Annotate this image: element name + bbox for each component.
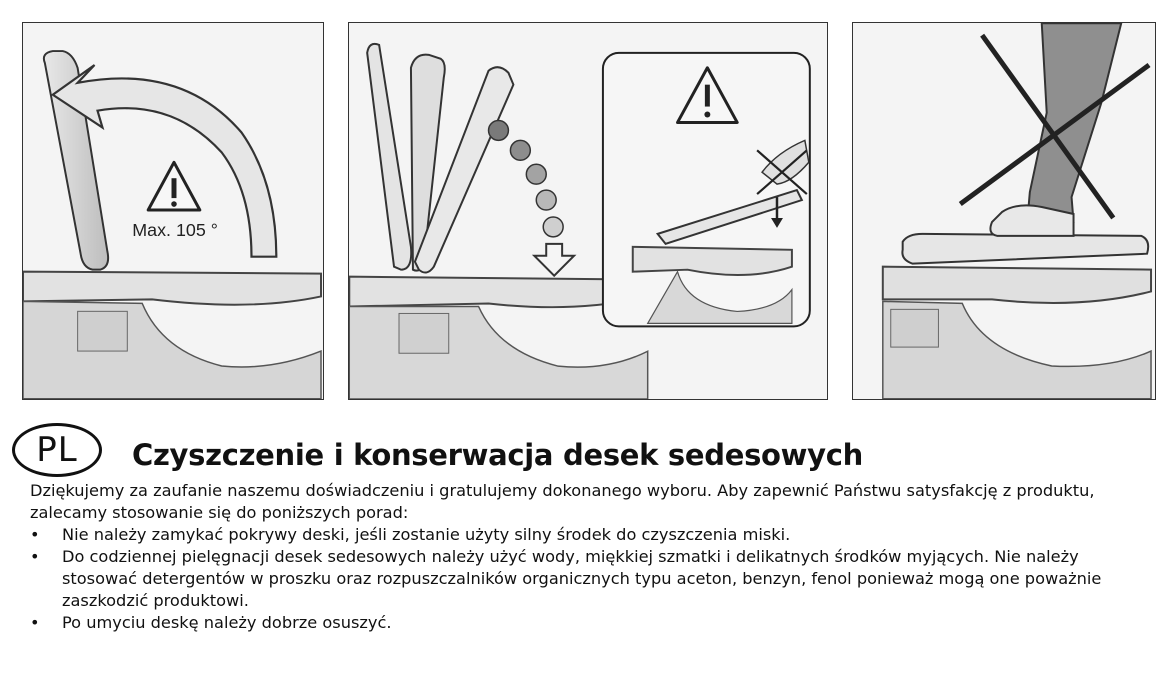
soft-close-lid-illustration — [349, 23, 827, 399]
language-badge: PL — [12, 423, 102, 477]
list-item — [30, 546, 1140, 612]
page-title: Czyszczenie i konserwacja desek sedesowych — [132, 438, 864, 472]
warning-triangle-icon — [148, 162, 200, 210]
toilet-lid-open-illustration — [23, 23, 323, 399]
bullet-symbol: • — [30, 525, 40, 544]
list-item — [30, 524, 1140, 546]
list-item — [30, 612, 1140, 634]
bullet-text: Nie należy zamykać pokrywy deski, jeśli zostanie użyty silny środek do czyszczenia miski. — [62, 525, 791, 544]
intro-paragraph: Dziękujemy za zaufanie naszemu doświadczeniu i gratulujemy dokonanego wyboru. Aby zapewnić Państwu satysfakcję z produktu, zalecamy stosowanie się do poniższych porad: — [30, 481, 1095, 522]
bullet-symbol: • — [30, 613, 40, 632]
bullet-text: Do codziennej pielęgnacji desek sedesowych należy użyć wody, miękkiej szmatki i delikatnych środków myjących. Nie należy stosować detergentów w proszku oraz rozpuszczalników organicznych typu aceton, benzyn, fenol ponieważ mogą one poważnie zaszkodzić produktowi. — [62, 547, 1102, 610]
bullet-symbol: • — [30, 547, 40, 566]
instructions-text — [30, 480, 1140, 634]
illustration-no-standing — [852, 22, 1156, 400]
bullet-text: Po umyciu deskę należy dobrze osuszyć. — [62, 613, 392, 632]
max-angle-label: Max. 105 ° — [132, 219, 218, 240]
illustration-max-angle — [22, 22, 324, 400]
no-standing-illustration — [853, 23, 1155, 399]
illustration-soft-close — [348, 22, 828, 400]
